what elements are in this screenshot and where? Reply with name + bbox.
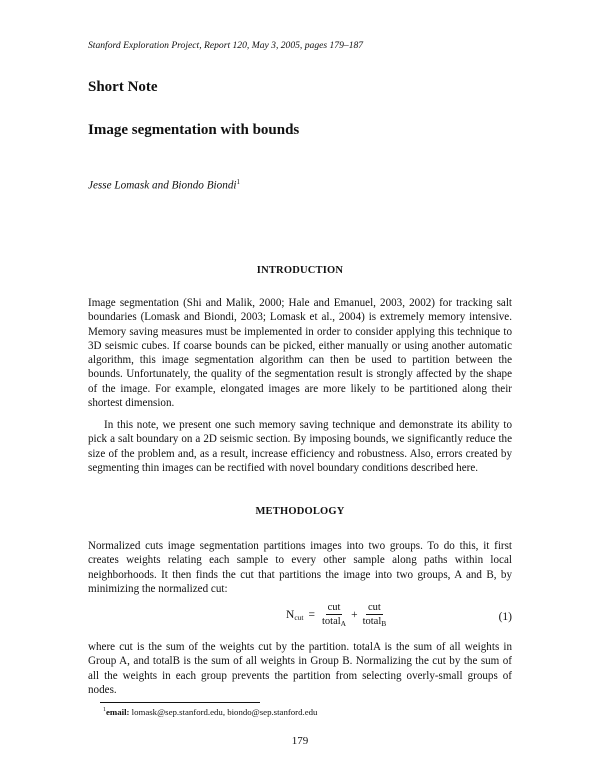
- page-number: 179: [291, 735, 309, 747]
- footnote: [103, 707, 317, 717]
- introduction-heading: INTRODUCTION: [256, 265, 344, 276]
- methodology-paragraph-2: where cut is the sum of the weights cut by the partition. totalA is the sum of all weights in Group A, and totalB is the sum of all weights in Group B. Normalizing the cut by the sum of all the weights in each group prevents the partition from selecting overly-small groups of nodes.: [88, 641, 512, 696]
- paper-title: Image segmentation with bounds: [88, 122, 300, 138]
- author-names: Jesse Lomask and Biondo Biondi: [88, 179, 237, 192]
- methodology-paragraph-1: Normalized cuts image segmentation partitions images into two groups. To do this, it first creates weights relating each sample to every other sample along paths within local neighborhoods. It then finds the cut that partitions the image into two groups, A and B, by minimizing the normalized cut:: [88, 540, 512, 595]
- author-footnote-mark: 1: [236, 178, 241, 186]
- introduction-paragraph-2: In this note, we present one such memory saving technique and demonstrate its ability to pick a salt boundary on a 2D seismic section. By imposing bounds, we significantly reduce the size of the problem and, as a result, increase efficiency and robustness. Also, errors created by segmenting thin images can be rectified with novel boundary conditions described here.: [88, 419, 512, 474]
- equation-equals: =: [308, 609, 315, 621]
- methodology-heading: METHODOLOGY: [255, 506, 345, 517]
- equation-lhs: $N_{cut}$: [286, 608, 304, 622]
- equation-fraction-a: $\frac{\text{cut}}{total_A}$: [321, 602, 347, 628]
- footnote-divider: [100, 702, 260, 703]
- footnote-emails: lomask@sep.stanford.edu, biondo@sep.stanford.edu: [131, 707, 318, 717]
- introduction-paragraph-1: Image segmentation (Shi and Malik, 2000; Hale and Emanuel, 2003, 2002) for tracking salt boundaries (Lomask and Biondi, 2003; Lomask et al., 2004) is extremely memory intensive. Memory saving measures must be implemented in order to consider applying this technique to 3D seismic cubes. If coarse bounds can be picked, either manually or using another automatic algorithm, this image segmentation algorithm can then be used to partition between the bounds. Unfortunately, the quality of the segmentation result is strongly affected by the shape of the image. For example, elongated images are more likely to be partitioned along their shortest dimension.: [88, 297, 512, 410]
- footnote-label: email:: [106, 707, 130, 717]
- equation-body: [286, 602, 388, 628]
- running-head: Stanford Exploration Project, Report 120, May 3, 2005, pages 179–187: [88, 40, 364, 51]
- footnote-mark: 1: [103, 707, 106, 714]
- equation-fraction-b: $\frac{\text{cut}}{total_B}$: [362, 602, 387, 628]
- equation-1: [88, 598, 512, 638]
- equation-number: (1): [498, 611, 512, 623]
- short-note-label: Short Note: [88, 79, 158, 95]
- authors: [88, 178, 240, 192]
- equation-plus: +: [351, 609, 358, 621]
